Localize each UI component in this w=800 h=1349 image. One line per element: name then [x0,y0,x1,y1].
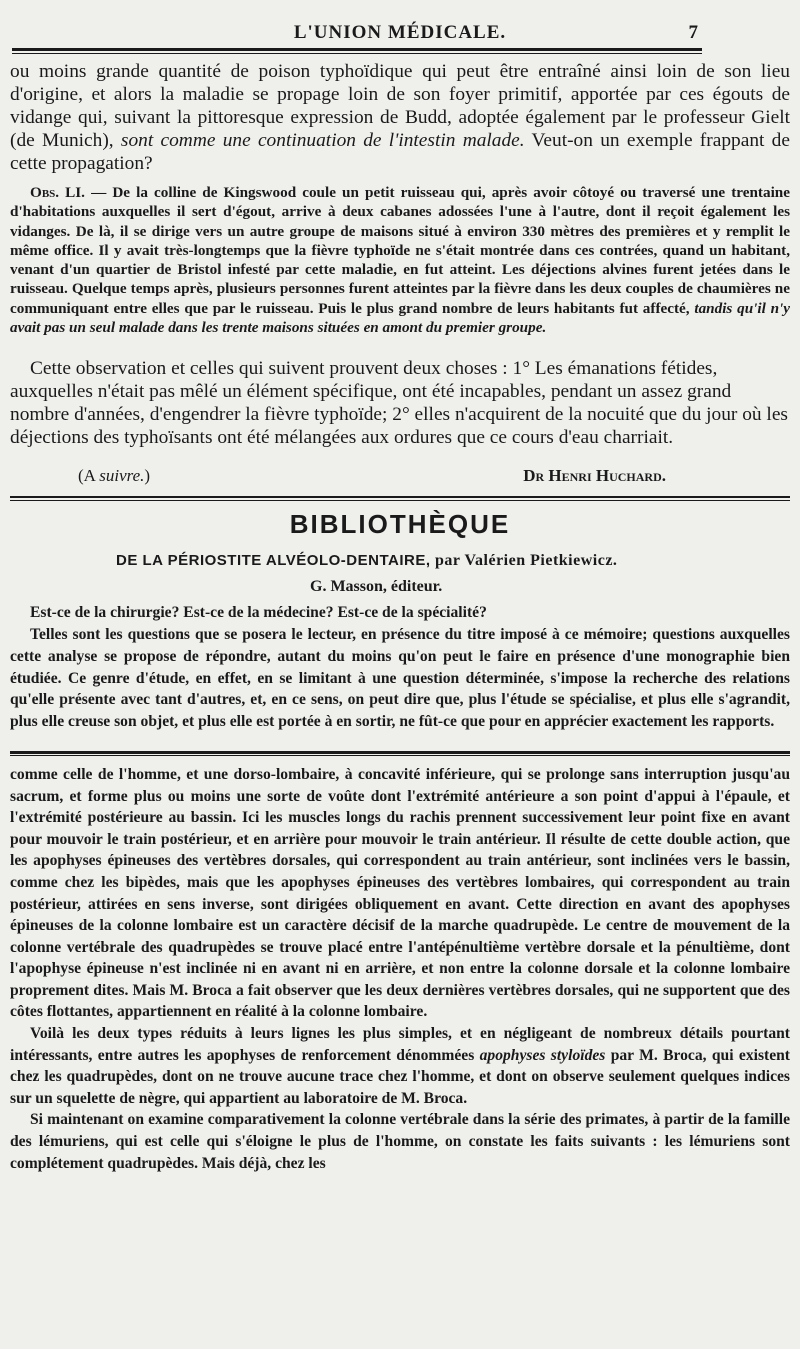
section-rule-thin [10,500,790,501]
observation-label: Obs. LI. [30,184,85,201]
review-paragraph: Telles sont les questions que se posera le lecteur, en présence du titre imposé à ce mémoire; questions auxquelles cette analyse se propose de répondre, autant du moins qu'on peut le faire en présence d'une monographie bien étudiée. Ce genre d'étude, en effet, en se limitant à une question déterminée, s'impose la recherche des relations qu'elle présente avec tant d'autres, et, en ce sens, on peut dire que, plus l'étude se spécialise, et plus elle s'agrandit, plus elle creuse son objet, et plus elle est portée à en sortir, ne fût-ce que pour en apprécier exactement les rapports. [10,625,790,731]
review-question: Est-ce de la chirurgie? Est-ce de la médecine? Est-ce de la spécialité? [30,604,487,622]
conclusion-paragraph: Cette observation et celles qui suivent prouvent deux choses : 1° Les émanations fétides, auxquelles n'était pas mêlé un élément spécifique, ont été incapables, pendant un assez grand nombre d'années, d'engendrer la fièvre typhoïde; 2° elles n'acquirent de la nocuité que du jour où les déjections des typhoïsants ont été mélangées aux ordures que ce cours d'eau charriait. [10,357,788,448]
header-rule-thin [12,53,702,54]
running-header [10,0,790,48]
journal-title: L'UNION MÉDICALE. [293,22,507,43]
paragraph: Si maintenant on examine comparativement la colonne vertébrale dans la série des primates, à partir de la famille des lémuriens, qui est celle qui s'éloigne le plus de l'homme, on constate les faits suivants : les lémuriens sont complétement quadrupèdes. Mais déjà, chez les [10,1111,790,1172]
column-break-rule-thin [10,755,790,756]
intro-paragraph: ou moins grande quantité de poison typhoïdique qui peut être entraîné ainsi loin de son lieu d'origine, et alors la maladie se propage loin de son foyer primitif, apportée par ces égouts de vidange qui, suivant la pittoresque expression de Budd, adoptée également par le professeur Gielt (de Munich), sont comme une continuation de l'intestin malade. Veut-on un exemple frappant de cette propagation? [10,61,790,174]
book-title: DE LA PÉRIOSTITE ALVÉOLO-DENTAIRE, [116,552,431,570]
page-number: 7 [688,22,698,43]
book-author: par Valérien Pietkiewicz. [430,552,618,570]
book-publisher: G. Masson, éditeur. [310,578,443,596]
observation-51: Obs. LI. — De la colline de Kingswood coule un petit ruisseau qui, après avoir côtoyé ou traversé une trentaine d'habitations auxquelles il sert d'égout, arrive à deux cabanes adossées l'une à l'autre, dont il reçoit également les vidanges. De là, il se dirige vers un autre groupe de maisons situé à environ 330 mètres des premières et y remplit le même office. Il y avait très-longtemps que la fièvre typhoïde ne s'était montrée dans ces contrées, quand un habitant, venant d'un quartier de Bristol infesté par cette maladie, en fut atteint. Les déjections alvines furent jetées dans le ruisseau. Quelque temps après, plusieurs personnes furent atteintes par la fièvre dans les deux couples de chaumières ne communiquant entre elles que par le ruisseau. Puis le plus grand nombre de leurs habitants fut affecté, tandis qu'il n'y avait pas un seul malade dans les trente maisons situées en amont du premier groupe. [10,184,790,337]
article-author: Dr Henri Huchard. [523,466,666,486]
book-title-line [116,552,790,570]
section-rule [10,496,790,498]
section-heading: BIBLIOTHÈQUE [289,509,511,540]
to-be-continued: (A suivre.) [78,466,151,486]
header-rule [12,48,702,51]
paragraph: Voilà les deux types réduits à leurs lignes les plus simples, et en négligeant de nombreux détails pourtant intéressants, entre autres les apophyses de renforcement dénommées apophyses styloïdes par M. Broca, qui existent chez les quadrupèdes, dont on ne trouve aucune trace chez l'homme, et dont on observe seulement quelques indices sur un squelette de nègre, qui appartient au laboratoire de M. Broca. [10,1025,790,1107]
paragraph: comme celle de l'homme, et une dorso-lombaire, à concavité inférieure, qui se prolonge sans interruption jusqu'au sacrum, et forme plus ou moins une sorte de voûte dont l'extrémité antérieure a son point d'appui à l'épaule, et l'extrémité postérieure au bassin. Ici les muscles longs du rachis prennent successivement leur point fixe en avant pour mouvoir le train postérieur, et en arrière pour mouvoir le train antérieur. Il résulte de cette double action, que les apophyses épineuses des vertèbres dorsales, qui correspondent au train antérieur, sont inclinées vers le bassin, comme chez les bipèdes, mais que les apophyses épineuses des vertèbres lombaires, qui correspondent au train postérieur, attirées en sens inverse, sont dirigées obliquement en avant. Cette direction en avant des apophyses épineuses de la colonne lombaire est un caractère décisif de la marche quadrupède. Le centre de mouvement de la colonne vertébrale des quadrupèdes se trouve placé entre l'antépénultième vertèbre dorsale et la pénultième, dont l'apophyse épineuse n'est inclinée ni en avant ni en arrière, et non entre la colonne dorsale et la colonne lombaire proprement dites. Mais M. Broca a fait observer que les deux dernières vertèbres dorsales, qui ne supportent que des côtes flottantes, appartiennent en réalité à la colonne lombaire. [10,765,790,1021]
article-continuation [10,764,790,1174]
column-break-rule [10,751,790,754]
signature-line [10,464,790,490]
review-text [10,602,790,733]
